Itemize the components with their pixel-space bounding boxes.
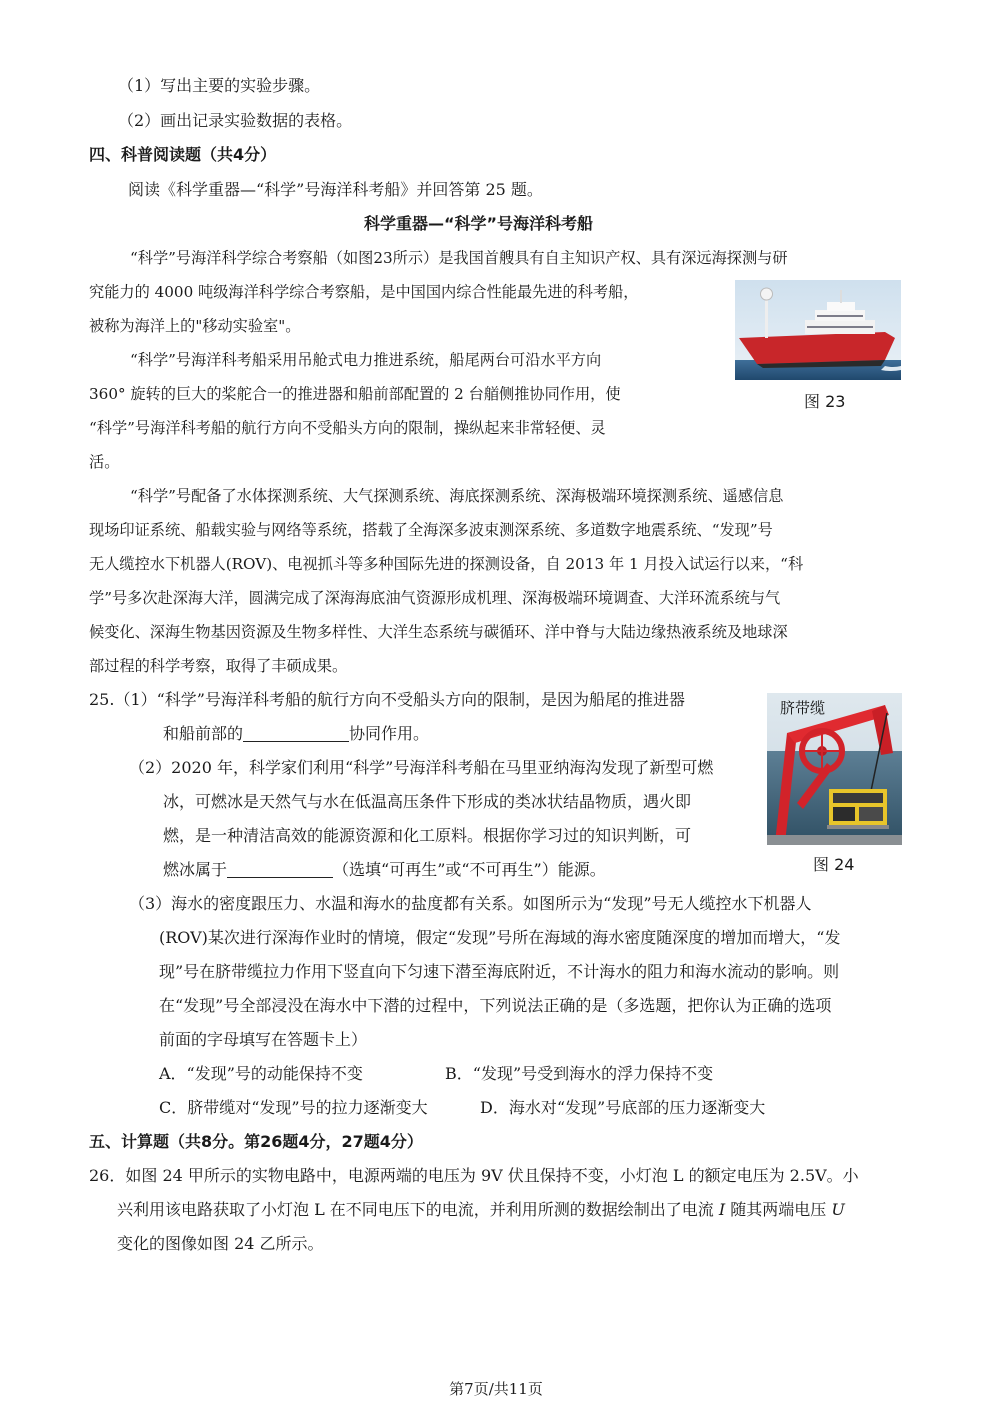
q25-part3-line5: 前面的字母填写在答题卡上） xyxy=(159,1030,368,1049)
q26-line1: 26．如图 24 甲所示的实物电路中，电源两端的电压为 9V 伏且保持不变，小灯泡 L 的额定电压为 2.5V。小 xyxy=(89,1166,859,1185)
q25-part3-line3: 现”号在脐带缆拉力作用下竖直向下匀速下潜至海底附近，不计海水的阻力和海水流动的影响。则 xyxy=(159,962,840,981)
q25-part2-line3: 燃，是一种清洁高效的能源资源和化工原料。根据你学习过的知识判断，可 xyxy=(163,826,692,845)
q25-part2-line2: 冰，可燃冰是天然气与水在低温高压条件下形成的类冰状结晶物质，遇火即 xyxy=(163,792,692,811)
article-p3-line5: 候变化、深海生物基因资源及生物多样性、大洋生态系统与碳循环、洋中脊与大陆边缘热液系统及地球深 xyxy=(89,623,788,641)
article-p1-line3: 被称为海洋上的"移动实验室"。 xyxy=(89,317,301,335)
article-p3-line4: 学”号多次赴深海大洋，圆满完成了深海海底油气资源形成机理、深海极端环境调查、大洋环流系统与气 xyxy=(89,589,781,607)
figure-24-rov-photo xyxy=(767,693,902,845)
article-p1-line2: 究能力的 4000 吨级海洋科学综合考察船，是中国国内综合性能最先进的科考船， xyxy=(89,283,639,301)
q26-line2-text-a: 兴利用该电路获取了小灯泡 L 在不同电压下的电流，并利用所测的数据绘制出了电流 xyxy=(117,1200,719,1219)
page-footer: 第7页/共11页 xyxy=(449,1380,543,1398)
reading-intro: 阅读《科学重器—“科学”号海洋科考船》并回答第 25 题。 xyxy=(128,180,543,199)
ship-image xyxy=(735,280,901,380)
q25-part2-text-a: 燃冰属于 xyxy=(163,860,228,879)
q25-part3-line2: (ROV)某次进行深海作业时的情境，假定“发现”号所在海域的海水密度随深度的增加而增大，“发 xyxy=(159,928,841,947)
figure-23-ship-photo xyxy=(735,280,901,380)
question-step-2: （2）画出记录实验数据的表格。 xyxy=(118,111,353,130)
answer-blank-1[interactable] xyxy=(243,725,349,742)
q25-part1-text-b: 协同作用。 xyxy=(349,724,430,743)
answer-blank-2[interactable] xyxy=(227,861,333,878)
section-heading-calculation: 五、计算题（共8分。第26题4分，27题4分） xyxy=(89,1132,423,1151)
article-p2-line2: 360° 旋转的巨大的桨舵合一的推进器和船前部配置的 2 台艏侧推协同作用，使 xyxy=(89,385,621,403)
q25-part1-line2 xyxy=(163,724,429,744)
q25-part1-line1: 25.（1）“科学”号海洋科考船的航行方向不受船头方向的限制，是因为船尾的推进器 xyxy=(89,690,685,709)
option-a[interactable]: A．“发现”号的动能保持不变 xyxy=(159,1064,363,1083)
article-p2-line1: “科学”号海洋科考船采用吊舱式电力推进系统，船尾两台可沿水平方向 xyxy=(130,351,602,369)
q25-part2-line4 xyxy=(163,860,606,880)
q25-part3-line4: 在“发现”号全部浸没在海水中下潜的过程中，下列说法正确的是（多选题，把你认为正确的选项 xyxy=(159,996,832,1015)
article-p3-line3: 无人缆控水下机器人(ROV)、电视抓斗等多种国际先进的探测设备，自 2013 年 1 月投入试运行以来，“科 xyxy=(89,555,804,573)
question-step-1: （1）写出主要的实验步骤。 xyxy=(118,76,321,95)
option-b[interactable]: B．“发现”号受到海水的浮力保持不变 xyxy=(445,1064,714,1083)
q26-current-symbol: I xyxy=(718,1200,726,1219)
article-p2-line4: 活。 xyxy=(89,453,120,471)
article-p2-line3: “科学”号海洋科考船的航行方向不受船头方向的限制，操纵起来非常轻便、灵 xyxy=(89,419,606,437)
article-p3-line1: “科学”号配备了水体探测系统、大气探测系统、海底探测系统、深海极端环境探测系统、遥感信息 xyxy=(130,487,784,505)
article-p3-line6: 部过程的科学考察，取得了丰硕成果。 xyxy=(89,657,348,675)
q25-part2-text-b: （选填“可再生”或“不可再生”）能源。 xyxy=(333,860,606,879)
figure-24-label-umbilical: 脐带缆 xyxy=(780,699,826,717)
q26-line2-text-b: 随其两端电压 xyxy=(725,1200,832,1219)
q25-part1-text-a: 和船前部的 xyxy=(163,724,244,743)
q25-part3-line1: （3）海水的密度跟压力、水温和海水的盐度都有关系。如图所示为“发现”号无人缆控水下机器人 xyxy=(129,894,812,913)
q26-voltage-symbol: U xyxy=(831,1200,845,1219)
figure-24-caption: 图 24 xyxy=(813,855,855,874)
q26-line3: 变化的图像如图 24 乙所示。 xyxy=(117,1234,324,1253)
option-c[interactable]: C．脐带缆对“发现”号的拉力逐渐变大 xyxy=(159,1098,428,1117)
article-p1-line1: “科学”号海洋科学综合考察船（如图23所示）是我国首艘具有自主知识产权、具有深远海探测与研 xyxy=(130,249,788,267)
figure-23-caption: 图 23 xyxy=(804,392,846,411)
q26-line2 xyxy=(117,1200,845,1220)
q25-part2-line1: （2）2020 年，科学家们利用“科学”号海洋科考船在马里亚纳海沟发现了新型可燃 xyxy=(129,758,714,777)
article-p3-line2: 现场印证系统、船载实验与网络等系统，搭载了全海深多波束测深系统、多道数字地震系统、“发现”号 xyxy=(89,521,773,539)
article-title: 科学重器—“科学”号海洋科考船 xyxy=(364,214,594,233)
section-heading-reading: 四、科普阅读题（共4分） xyxy=(89,145,277,164)
option-d[interactable]: D．海水对“发现”号底部的压力逐渐变大 xyxy=(480,1098,766,1117)
